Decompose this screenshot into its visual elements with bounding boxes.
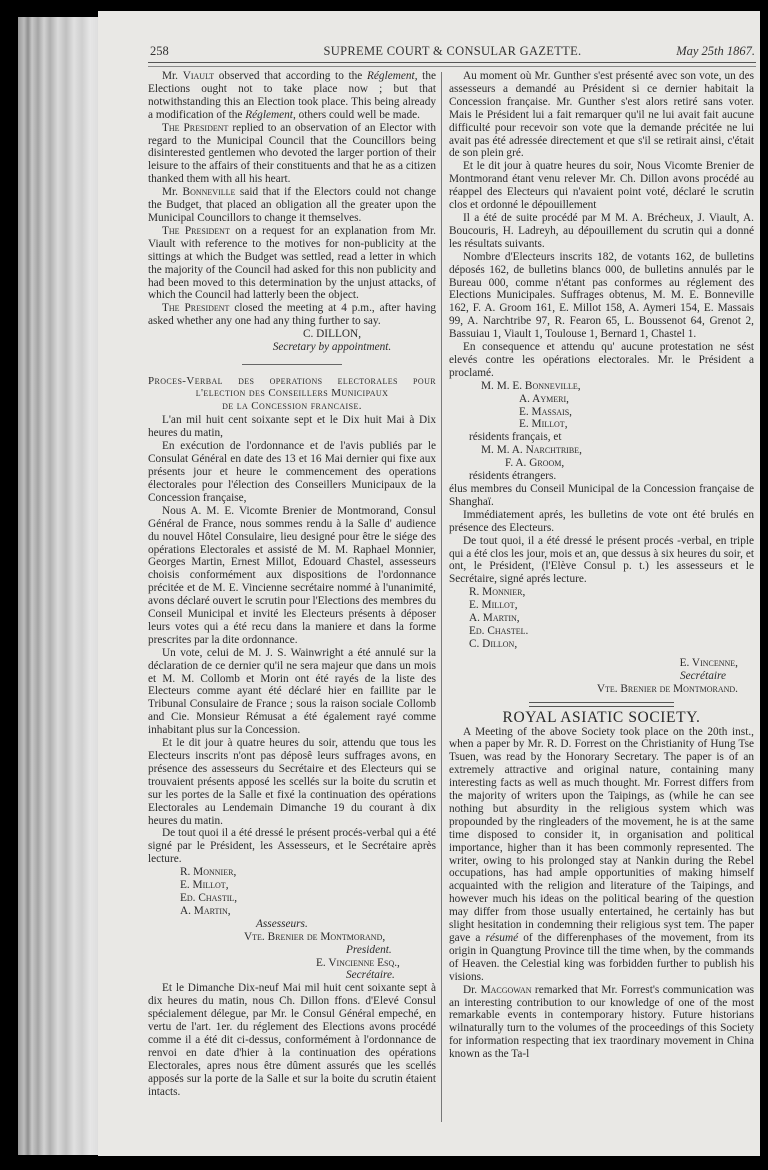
assessor-name: Ed. Chastil, bbox=[180, 891, 238, 904]
elected-name: F. A. Groom, bbox=[505, 457, 565, 470]
section-rule bbox=[529, 702, 674, 707]
paragraph: Nous A. M. E. Vicomte Brenier de Montmorand, Consul Général de France, nous sommes rendu à la Salle d' audience du nouvel Hôtel Consulaire, lieu designé pour être le siége des opérations Electorales et assisté de M. M. Raphael Monnier, Georges Martin, Ernest Millot, Edouard Chastel, assesseurs choisis conformément aux dispositions de l'ordonnance précitée et de M. E. Vincienne secrétaire nommé à l'unanimité, avons déclaré ouvert le scrutin pour l'Elections des membres du Conseil Municipal et invité les Electeurs présents à déposer leurs votes qui a été recu dans la maniere et dans la forme prescrites par la dite ordonnance. bbox=[148, 504, 436, 646]
publication-title: SUPREME COURT & CONSULAR GAZETTE. bbox=[323, 44, 582, 58]
paragraph: élus membres du Conseil Municipal de la Concession française de Shanghaï. bbox=[449, 483, 754, 508]
assessors-label: Assesseurs. bbox=[256, 917, 308, 930]
paragraph: Il a été de suite procédé par M M. A. Brécheux, J. Viault, A. Boucouris, H. Ladreyh, au dépouillement du scrutin qui a donné les résultats suivants. bbox=[449, 211, 754, 250]
paragraph: The President closed the meeting at 4 p.m., after having asked whether any one had any thing further to say. bbox=[148, 302, 436, 328]
paragraph: En exécution de l'ordonnance et de l'avis publiés par le Consulat Général en date des 13 et 16 Mai dernier qui fixe aux présents jour et heure le commencement des operations électorales pour l'élection des Conseillers Municipaux de la Concession française, bbox=[148, 440, 436, 504]
assessor-name: E. Millot, bbox=[180, 879, 229, 892]
column-divider bbox=[441, 72, 442, 1122]
proces-verbal-heading-line2: l'election des Conseillers Municipaux bbox=[195, 387, 389, 400]
royal-asiatic-society-heading: ROYAL ASIATIC SOCIETY. bbox=[502, 708, 701, 726]
proces-verbal-heading-line3: de la Concession francaise. bbox=[222, 399, 362, 412]
proces-verbal-heading-line1: Proces-Verbal des operations electorales pour bbox=[148, 374, 436, 387]
elected-name: M. M. A. Narchtribe, bbox=[481, 444, 582, 457]
right-column bbox=[449, 70, 754, 1061]
secretary-signature: E. Vincenne, bbox=[679, 656, 738, 669]
paragraph: The President replied to an observation of an Elector with regard to the Municipal Council that the Councillors being disinterested gentlemen who devoted the larger portion of their leisure to the affairs of their constituents and that he as a citizen thanked them with all his heart. bbox=[148, 121, 436, 186]
paragraph: De tout quoi il a été dressé le présent procés-verbal qui a été signé par le Président, les Assesseurs, et le Secrétaire après lecture. bbox=[148, 827, 436, 866]
elected-name: M. M. E. Bonneville, bbox=[481, 379, 581, 392]
signature-name: C. DILLON, bbox=[302, 328, 362, 341]
paragraph: The President on a request for an explanation from Mr. Viault with reference to the motives for non-publicity at the sittings at which the Budget was settled, read a letter in which the majority of the Council had asked for this non publicity and had been moved to this determination by the unjust attacks, of which the Council had latterly been the object. bbox=[148, 224, 436, 302]
left-column bbox=[148, 70, 436, 1098]
elected-name: E. Millot, bbox=[519, 418, 568, 431]
paragraph: L'an mil huit cent soixante sept et le Dix huit Mai à Dix heures du matin, bbox=[148, 414, 436, 440]
assessor-name: A. Martin, bbox=[180, 904, 231, 917]
signer-name: A. Martin, bbox=[469, 612, 520, 625]
residents-foreign-label: résidents étrangers. bbox=[469, 470, 557, 483]
president-signature: Vte. Brenier de Montmorand, bbox=[244, 930, 386, 943]
secretary-label: Secrétaire. bbox=[346, 969, 395, 982]
paragraph: En consequence et attendu qu' aucune protestation ne sést elevés contre les opérations electorales. Mr. le Président a proclamé. bbox=[449, 341, 754, 379]
signer-name: Ed. Chastel. bbox=[469, 624, 529, 637]
paragraph: A Meeting of the above Society took place on the 20th inst., when a paper by Mr. R. D. Forrest on the Christianity of Hung Tse Tsuen, was read by the Honorary Secretary. The paper is of an extremely attractive and original nature, containing many interesting facts as well as much thought. Mr. Forrest differs from the majority of writers upon the Taipings, as (while he can see nothing but absurdity in the religious system which was propounded by the ringleaders of the movement, he is at the same time disposed to consider it, in organisation and political importance, higher than it has been commonly represented. The writer, owing to his prolonged stay at Nankin during the Rebel occupations, has had ample opportunities of making himself acquainted with the religion and literature of the Taipings, and however much his ideas on the political bearing of the question may differ from those usually entertained, he certainly has but slight hesitation in condemning their religious syst tem. The paper gave a résumé of the differenphases of the movement, from its origin in Quangtung Province till the time when, by the commands of Heaven. the Celestial king was forbidden further to publish his visions. bbox=[449, 725, 754, 983]
section-rule bbox=[242, 364, 342, 365]
assessor-name: R. Monnier, bbox=[180, 866, 237, 879]
residents-french-label: résidents français, et bbox=[469, 431, 562, 444]
paragraph: Immédiatement aprés, les bulletins de vote ont été brulés en présence des Electeurs. bbox=[449, 508, 754, 534]
book-page-edges bbox=[18, 17, 100, 1155]
elected-name: E. Massais, bbox=[519, 405, 572, 418]
paragraph: Nombre d'Electeurs inscrits 182, de votants 162, de bulletins déposés 162, de bulletins blancs 000, de bulletins annulés par le Bureau 000, comme n'étant pas conformes au réglement des Elections Municipales. Suffrages obtenus, M. M. E. Bonneville 162, F. A. Groom 161, E. Millot 158, A. Aymeri 154, E. Massais 99, A. Narchtribe 97, R. Fearon 65, L. Boussenot 64, Grenot 2, Bassuiau 1, Viault 1, Toulouse 1, Bernard 1, Chastel 1. bbox=[449, 250, 754, 341]
issue-date: May 25th 1867. bbox=[676, 44, 755, 58]
signer-name: C. Dillon, bbox=[469, 637, 518, 650]
paragraph: Mr. Viault observed that according to the Réglement, the Elections ought not to take place now ; but that notwithstanding this an Election took place. This being already a modification of the Réglement, others could well be made. bbox=[148, 70, 436, 121]
paragraph: Un vote, celui de M. J. S. Wainwright a été annulé sur la déclaration de ce dernier qu'il ne sera majeur que dans un mois et M. M. Collomb et Morin ont été rayés de la liste des Electeurs comme ayant été déclaré hier en faillite par le Tribunal Consulaire de France ; sous la raison sociale Collomb and Cie. Monsieur Rémusat a été également rayé comme inhabitant plus sur la Concession. bbox=[148, 646, 436, 737]
signer-name: E. Millot, bbox=[469, 599, 518, 612]
paragraph: De tout quoi, il a été dressé le présent procés -verbal, en triple qui a été clos les jour, mois et an, que dessus à six heures du soir, et ont, le Président, (l'Elève Consul p. t.) les assesseurs et le Secrétaire, signé aprés lecture. bbox=[449, 534, 754, 586]
paragraph: Et le Dimanche Dix-neuf Mai mil huit cent soixante sept à dix heures du matin, nous Ch. Dillon ffons. d'Elevé Consul spécialement délegue, par Mr. le Consul Général empeché, en vertu de l'art. 1er. du réglement des Elections avons procédé comme il a été dit ci-dessus, conformément à l'ordonnance de renvoi en date d'hier à la continuation des opérations Electorales, apres nous être dûment assurés que les scellés apposés sur la porte de la Salle et sur la boite du scrutin étaient intacts. bbox=[148, 982, 436, 1098]
paragraph: Et le dit jour à quatre heures du soir, Nous Vicomte Brenier de Montmorand étant venu relever Mr. Ch. Dillon avons procédé au réappel des Electeurs qui n'avaient point voté, déclaré le scrutin clos et ordonné le dépouillement bbox=[449, 160, 754, 212]
page-number: 258 bbox=[150, 44, 169, 58]
running-header bbox=[150, 44, 755, 60]
paragraph: Et le dit jour à quatre heures du soir, attendu que tous les Electeurs inscrits n'ont pas déposê leurs suffrages avons, en présence des assesseurs du Secrétaire et des Electeurs qui se trouvaient présents apposé les scellés sur la boite du scrutin et sur les portes de la Salle et fixé la continuation des opérations Electorales au Lendemain Dimanche 19 du courant à dix heures du matin. bbox=[148, 737, 436, 827]
signature-title: Secretary by appointment. bbox=[272, 341, 392, 354]
paragraph: Au moment où Mr. Gunther s'est présenté avec son vote, un des assesseurs a demandé au Président si ce dernier habitait la Concession française. Mr. Gunther s'est alors retiré sans voter. Mais le Président lui a fait remarquer qu'il ne lui avait fait aucune difficulté pour recevoir son vote que la demande précitée ne lui avait pas été adressée directement et que s'il se retirait ainsi, c'était de son plein gré. bbox=[449, 70, 754, 160]
secretary-label: Secrétaire bbox=[679, 669, 726, 682]
signer-name: R. Monnier, bbox=[469, 586, 526, 599]
paragraph: Mr. Bonneville said that if the Electors could not change the Budget, that placed an obligation all the greater upon the Municipal Councillors to change it themselves. bbox=[148, 186, 436, 224]
header-rule bbox=[148, 62, 756, 67]
elected-name: A. Aymeri, bbox=[519, 392, 569, 405]
paragraph: Dr. Macgowan remarked that Mr. Forrest's communication was an interesting contribution to our knowledge of one of the most remarkable events in contemporary history. Future historians wilnaturally turn to the volumes of the proceedings of this Society for information respecting that iex traordinary movement in China known as the Ta-l bbox=[449, 983, 754, 1061]
president-label: President. bbox=[346, 943, 392, 956]
secretary-signature: E. Vincienne Esq., bbox=[316, 956, 400, 969]
president-signature: Vte. Brenier de Montmorand. bbox=[596, 682, 738, 695]
